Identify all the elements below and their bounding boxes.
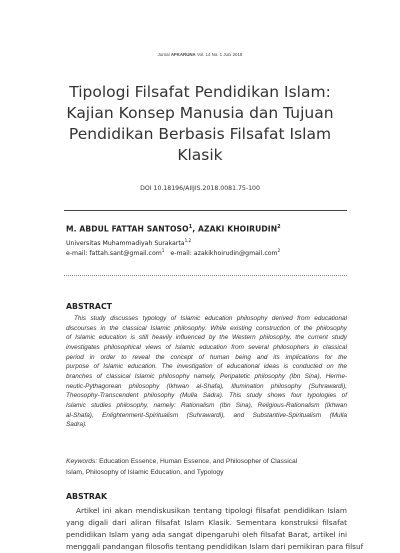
abstract-line: period in order to reveal the concept of human being and its implications for the bbox=[66, 353, 347, 361]
email-2[interactable]: e-mail: azakikhoirudin@gmail.com bbox=[170, 250, 278, 258]
email-sup: 1 bbox=[161, 248, 165, 253]
title-line: Kajian Konsep Manusia dan Tujuan bbox=[66, 104, 334, 122]
author-emails bbox=[66, 248, 280, 257]
abstract-line: purpose of Islamic education. The investigation of educational ideas is conducted on the bbox=[66, 363, 347, 371]
abstrak-body bbox=[66, 505, 364, 553]
title-line: Klasik bbox=[177, 146, 223, 164]
keywords bbox=[66, 456, 351, 478]
abstract-line: investigates philosophical views of Islamic education from several philosophers in classical bbox=[66, 343, 347, 351]
author-sup: 2 bbox=[277, 224, 281, 230]
abstract-line: Islamic studies philosophy, namely: Rationalism (Ibn Sina), Religious-Rationalism (Ikhwan bbox=[66, 401, 347, 409]
abstract-line: of Islamic education is still heavily influenced by the Western philosophy, the current study bbox=[66, 334, 347, 342]
author-name: AZAKI KHOIRUDIN bbox=[198, 224, 278, 234]
journal-prefix: Jurnal bbox=[157, 52, 170, 57]
abstract-line: al-Shafa), Enlightenment-Spiritualism (Suhrawardi), and Substantive-Spiritualism (Mulla bbox=[66, 411, 347, 419]
abstrak-line: pendidikan Islam yang ada sangat dipengaruhi oleh filsafat Barat, artikel ini bbox=[66, 530, 347, 539]
author-sup: 1 bbox=[188, 224, 193, 230]
author-separator: , bbox=[192, 224, 199, 234]
journal-name: AFKARUNA bbox=[170, 52, 196, 57]
journal-header bbox=[0, 52, 400, 57]
doi-line: DOI 10.18196/AIIJIS.2018.0081.75-100 bbox=[140, 185, 260, 192]
abstract-line: discourses in the classical Islamic philosophy. While existing construction of the philosophy bbox=[66, 324, 347, 332]
abstract-line: This study discusses typology of Islamic education philosophy derived from educational bbox=[74, 315, 347, 322]
abstract-body bbox=[66, 314, 347, 430]
abstract-line: Theosophy-Transcendent philosophy (Mulla Sadra). This study shows four typologies of bbox=[66, 392, 347, 400]
abstract-line: neutic-Pythagorean philosophy (Ikhwan al-Shafa), Illumination philosophy (Suhrawardi), bbox=[66, 382, 347, 390]
abstract-heading: ABSTRACT bbox=[66, 302, 112, 311]
dotted-divider bbox=[64, 275, 347, 276]
author-line bbox=[66, 224, 281, 234]
abstrak-line: Artikel ini akan mendiskusikan tentang tipologi filsafat pendidikan Islam bbox=[76, 506, 347, 515]
article-title bbox=[40, 82, 360, 166]
affiliation-name: Universitas Muhammadiyah Surakarta bbox=[66, 240, 185, 248]
top-divider bbox=[64, 210, 347, 211]
keywords-line: Education Essence, Human Essence, and Philosopher of Classical bbox=[99, 458, 298, 465]
abstrak-heading: ABSTRAK bbox=[66, 492, 107, 501]
keywords-label: Keywords: bbox=[66, 458, 98, 465]
abstrak-line: yang digali dari aliran filsafat Islam Klasik. Sementara konstruksi filsafat bbox=[66, 518, 347, 527]
keywords-line: Islam, Philosophy of Islamic Education, and Typology bbox=[66, 469, 224, 476]
abstract-line: Sadra). bbox=[66, 421, 87, 429]
email-sup: 2 bbox=[277, 248, 281, 253]
abstrak-line: menggali pandangan filosofis tentang pendidikan Islam dari pemikiran para filsuf bbox=[66, 542, 364, 551]
author-name: M. ABDUL FATTAH SANTOSO bbox=[66, 224, 189, 234]
abstract-line: branches of classical Islamic philosophy namely, Peripatetic philosophy (Ibn Sina), Herme- bbox=[66, 372, 347, 380]
title-line: Tipologi Filsafat Pendidikan Islam: bbox=[69, 83, 331, 101]
title-line: Pendidikan Berbasis Filsafat Islam bbox=[68, 125, 332, 143]
affiliation bbox=[66, 238, 191, 247]
email-1[interactable]: e-mail: fattah.sant@gmail.com bbox=[66, 250, 162, 258]
journal-issue: Vol. 14 No. 1 Juni 2018 bbox=[196, 52, 243, 57]
affiliation-sup: 1,2 bbox=[184, 238, 192, 243]
